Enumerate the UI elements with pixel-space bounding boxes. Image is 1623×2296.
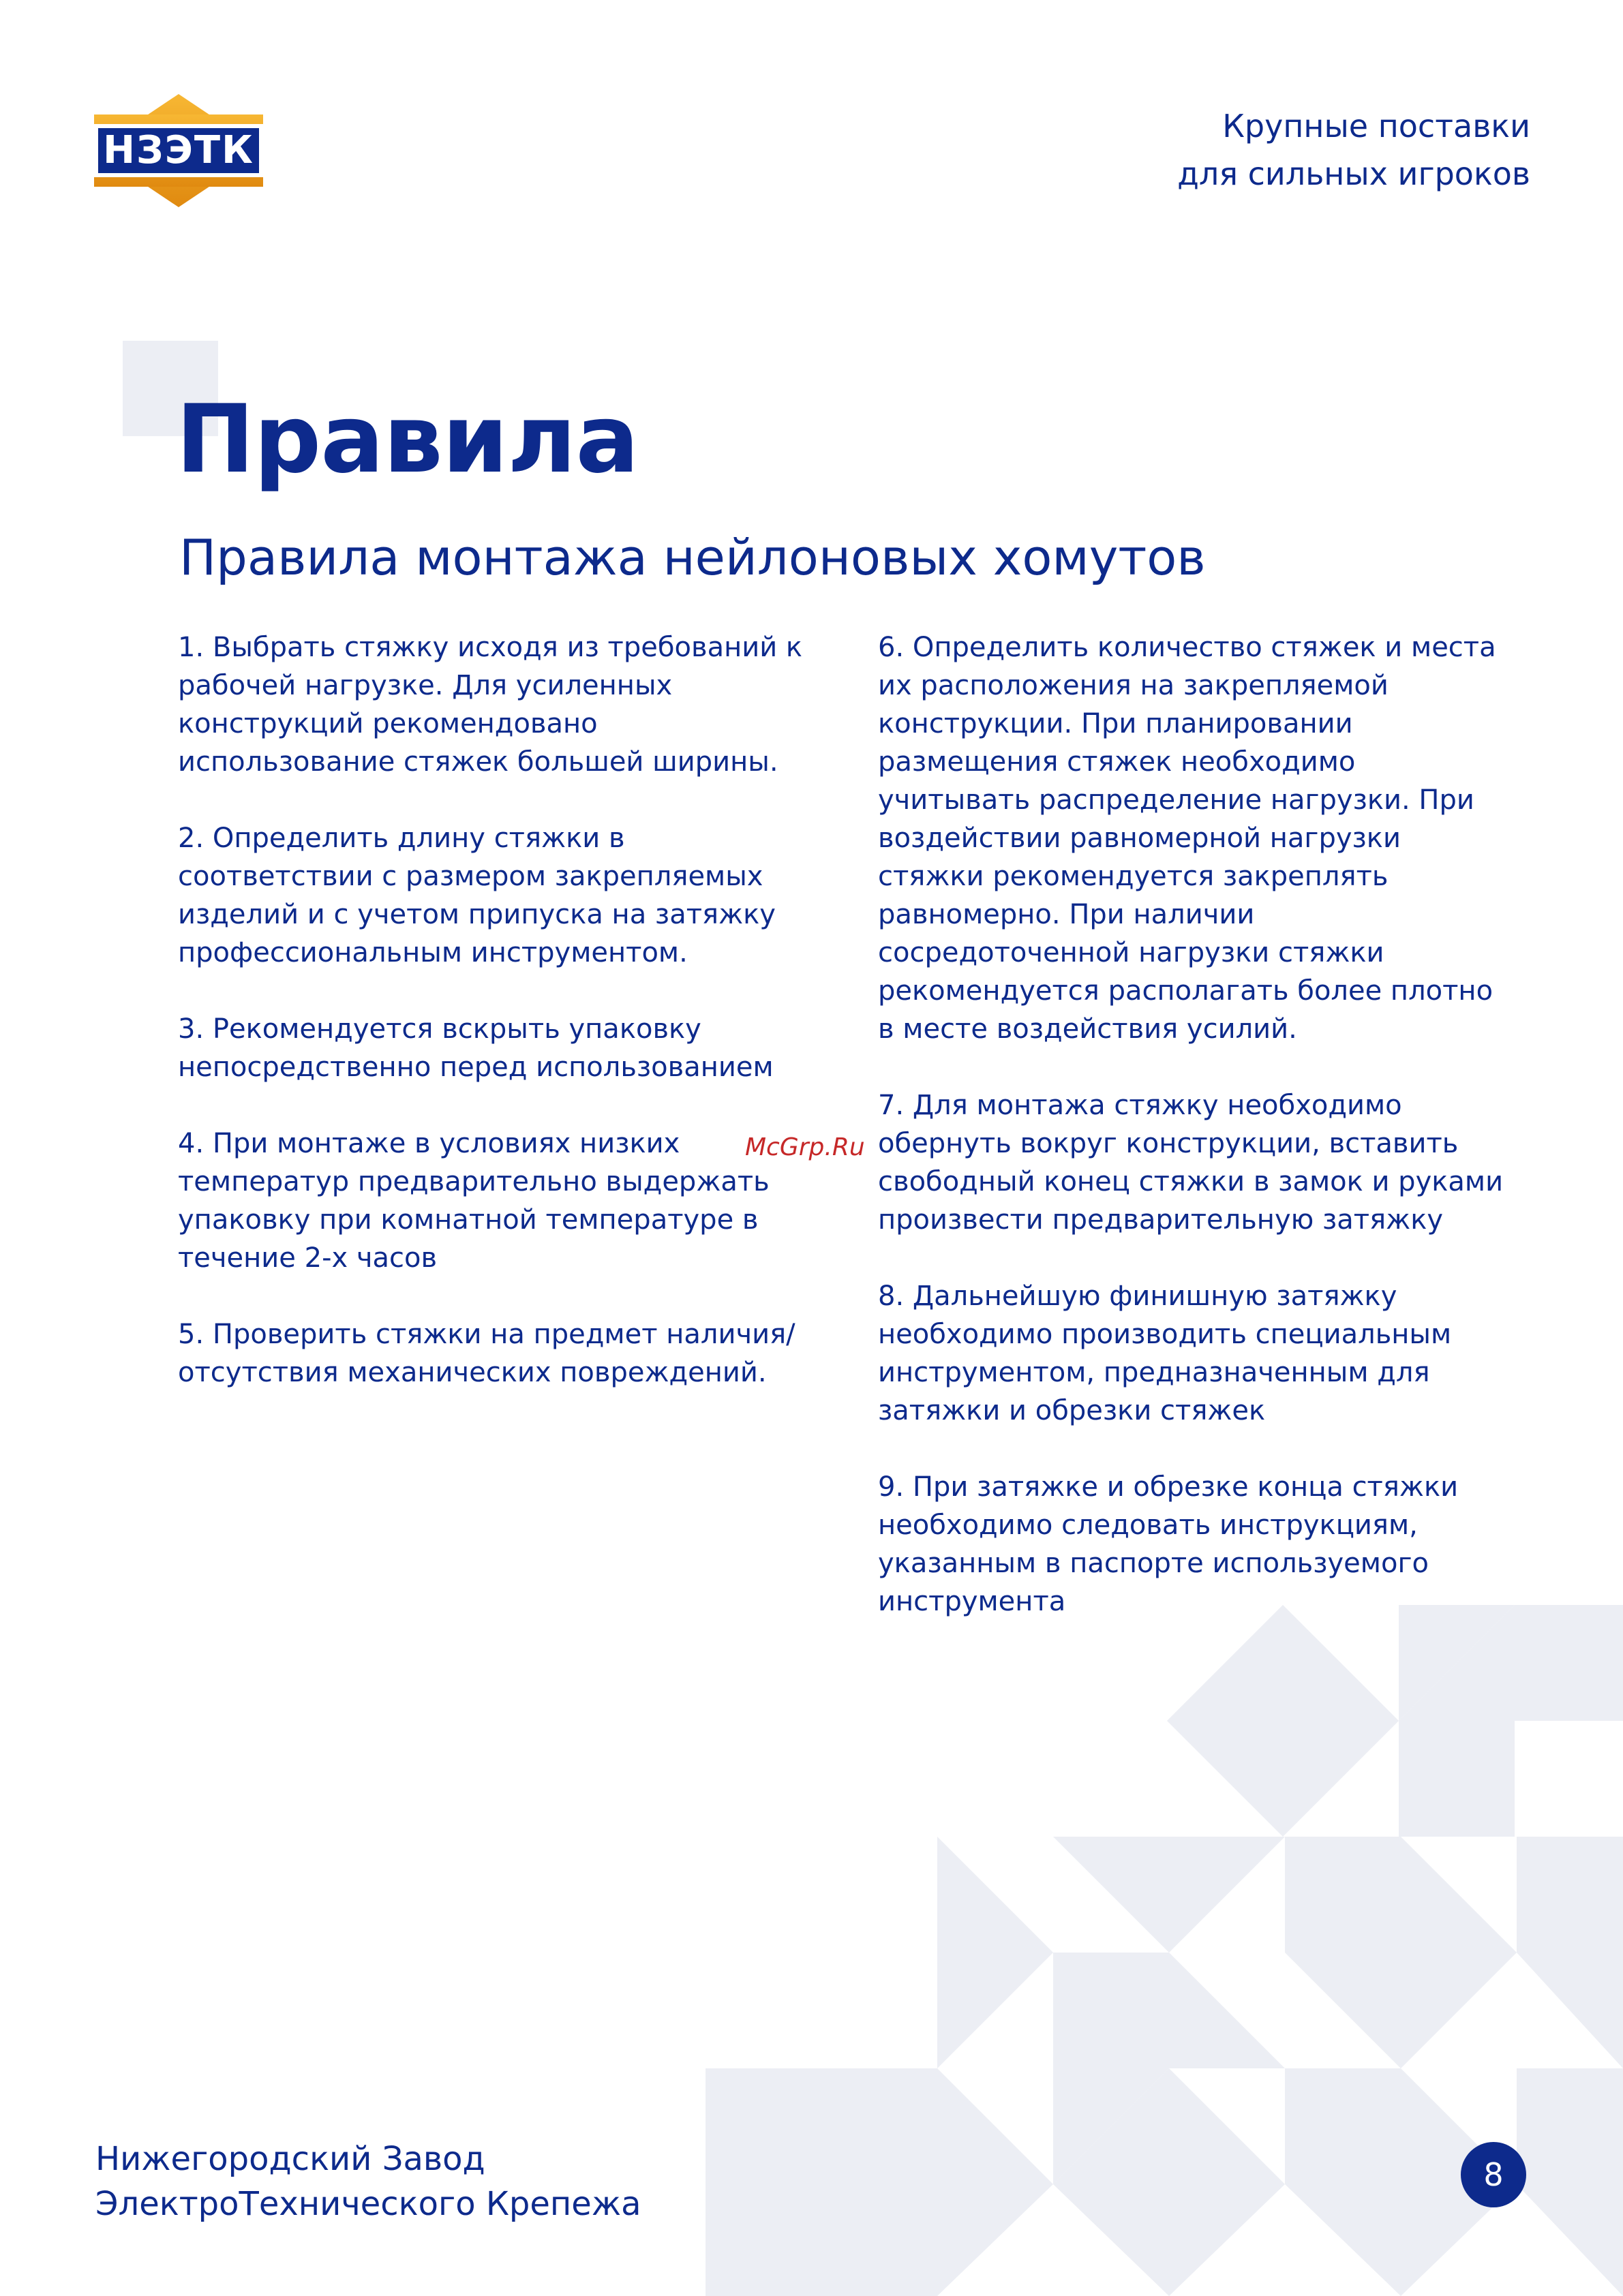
watermark: McGrp.Ru [745,1133,865,1161]
logo-mark-icon [94,94,263,207]
footer-line-2: ЭлектроТехнического Крепежа [95,2185,641,2223]
footer-company-name [95,2137,641,2226]
page-title: Правила [176,384,639,494]
rule-item-4: 4. При монтаже в условиях низких температур предварительно выдержать упаковку при комнатной температуре в течение 2-х часов [178,1128,770,1274]
rule-item-5: 5. Проверить стяжки на предмет наличия/ отсутствия механических повреждений. [178,1319,795,1388]
svg-text:НЗЭТК: НЗЭТК [103,128,254,172]
rule-item-6: 6. Определить количество стяжек и места их расположения на закрепляемой конструкции. При планировании размещения стяжек необходимо учитывать распределение нагрузки. При воздействии равномерной нагрузки стяжки рекомендуется закреплять равномерно. При наличии сосредоточенной нагрузки стяжки рекомендуется располагать более плотно в месте воздействия усилий. [878,632,1496,1045]
rules-column-right [878,628,1532,1659]
rule-item-8: 8. Дальнейшую финишную затяжку необходимо производить специальным инструментом, предназначенным для затяжки и обрезки стяжек [878,1281,1452,1426]
rule-item-3: 3. Рекомендуется вскрыть упаковку непосредственно перед использованием [178,1013,774,1083]
slogan-line-1: Крупные поставки [1222,108,1530,144]
rule-item-2: 2. Определить длину стяжки в соответствии с размером закрепляемых изделий и с учетом припуска на затяжку профессиональным инструментом. [178,823,776,968]
header-slogan [985,102,1530,198]
rule-item-7: 7. Для монтажа стяжку необходимо обернуть вокруг конструкции, вставить свободный конец стяжки в замок и руками произвести предварительную затяжку [878,1090,1504,1236]
rule-item-1: 1. Выбрать стяжку исходя из требований к рабочей нагрузке. Для усиленных конструкций рекомендовано использование стяжек большей ширины. [178,632,803,778]
page-subtitle: Правила монтажа нейлоновых хомутов [179,529,1206,586]
footer-line-1: Нижегородский Завод [95,2140,485,2178]
slogan-line-2: для сильных игроков [1177,155,1530,192]
rules-column-left [178,628,825,1430]
rule-item-9: 9. При затяжке и обрезке конца стяжки необходимо следовать инструкциям, указанным в паспорте используемого инструмента [878,1471,1459,1617]
company-logo [94,94,263,207]
page-number-badge: 8 [1461,2142,1526,2207]
